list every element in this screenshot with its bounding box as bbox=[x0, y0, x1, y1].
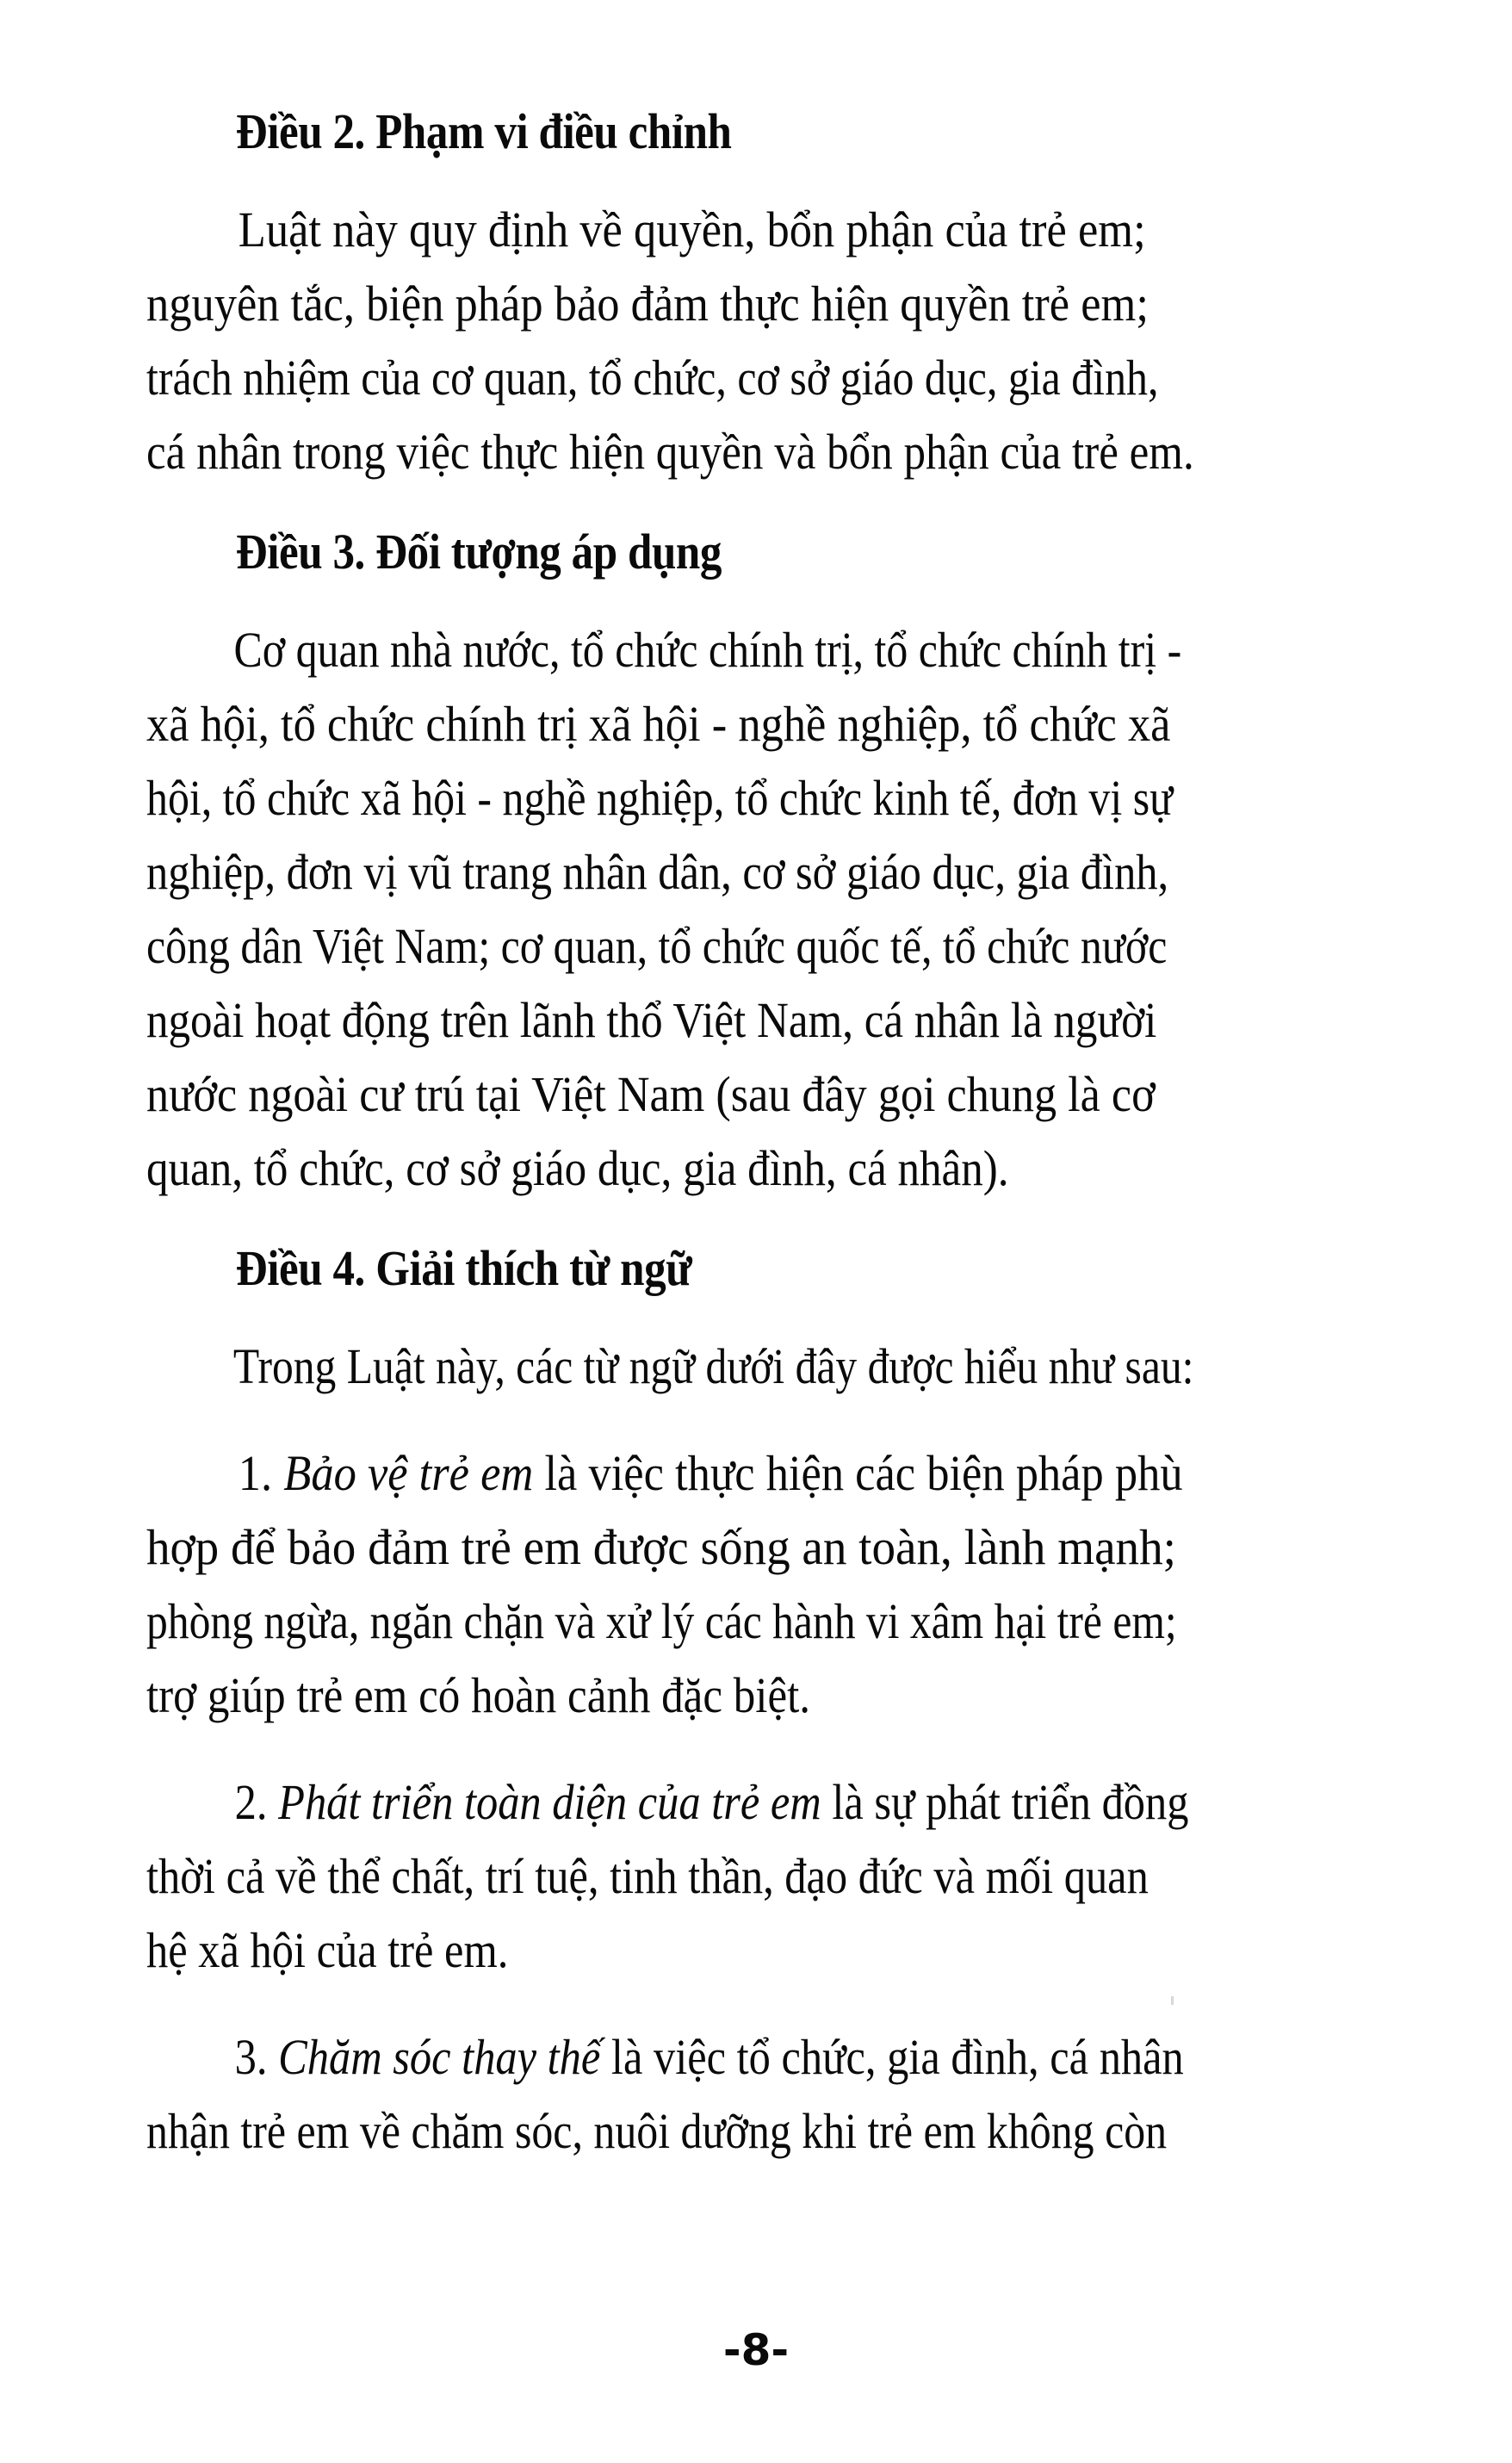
article-4-heading: Điều 4. Giải thích từ ngữ bbox=[235, 1240, 692, 1296]
definition-term: Phát triển toàn diện của trẻ em bbox=[278, 1774, 821, 1830]
text-line: cá nhân trong việc thực hiện quyền và bổn phận của trẻ em. bbox=[146, 424, 1194, 480]
text-line: thời cả về thể chất, trí tuệ, tinh thần, đạo đức và mối quan bbox=[146, 1848, 1149, 1904]
definition-number: 1. bbox=[238, 1445, 273, 1501]
definition-3 bbox=[146, 2020, 1464, 2168]
definition-number: 3. bbox=[234, 2029, 268, 2085]
text-line bbox=[146, 2020, 1292, 2094]
text-line: xã hội, tổ chức chính trị xã hội - nghề nghiệp, tổ chức xã bbox=[146, 696, 1171, 752]
document-page bbox=[146, 102, 1464, 2201]
text-line: phòng ngừa, ngăn chặn và xử lý các hành vi xâm hại trẻ em; bbox=[146, 1593, 1177, 1649]
article-2-paragraph bbox=[146, 193, 1464, 489]
definition-term: Bảo vệ trẻ em bbox=[283, 1445, 534, 1501]
text-line: nguyên tắc, biện pháp bảo đảm thực hiện quyền trẻ em; bbox=[146, 276, 1149, 332]
text-line: nhận trẻ em về chăm sóc, nuôi dưỡng khi trẻ em không còn bbox=[146, 2103, 1168, 2159]
article-4-intro bbox=[146, 1330, 1464, 1404]
article-3-paragraph bbox=[146, 613, 1464, 1206]
text-line: Trong Luật này, các từ ngữ dưới đây được hiểu như sau: bbox=[232, 1338, 1194, 1394]
definition-text: là việc tổ chức, gia đình, cá nhân bbox=[610, 2029, 1184, 2085]
text-line bbox=[146, 1765, 1292, 1839]
scan-speck bbox=[1171, 1996, 1174, 2005]
definition-1 bbox=[146, 1436, 1464, 1733]
text-line: ngoài hoạt động trên lãnh thổ Việt Nam, cá nhân là người bbox=[146, 992, 1157, 1048]
text-line: hội, tổ chức xã hội - nghề nghiệp, tổ chức kinh tế, đơn vị sự bbox=[146, 770, 1174, 826]
text-line: hợp để bảo đảm trẻ em được sống an toàn, lành mạnh; bbox=[146, 1519, 1176, 1575]
text-line: quan, tổ chức, cơ sở giáo dục, gia đình, cá nhân). bbox=[146, 1140, 1009, 1196]
text-line: nghiệp, đơn vị vũ trang nhân dân, cơ sở giáo dục, gia đình, bbox=[146, 844, 1169, 900]
text-line: công dân Việt Nam; cơ quan, tổ chức quốc tế, tổ chức nước bbox=[146, 918, 1168, 974]
definition-2 bbox=[146, 1765, 1464, 1988]
definition-number: 2. bbox=[234, 1774, 268, 1830]
text-line: trợ giúp trẻ em có hoàn cảnh đặc biệt. bbox=[146, 1667, 811, 1723]
text-line: Cơ quan nhà nước, tổ chức chính trị, tổ chức chính trị - bbox=[233, 622, 1182, 678]
text-line bbox=[146, 1436, 1339, 1511]
text-line: hệ xã hội của trẻ em. bbox=[146, 1922, 509, 1978]
definition-term: Chăm sóc thay thế bbox=[278, 2029, 601, 2085]
text-line: Luật này quy định về quyền, bổn phận của trẻ em; bbox=[238, 202, 1146, 257]
definition-text: là việc thực hiện các biện pháp phù bbox=[544, 1445, 1183, 1501]
article-2-heading: Điều 2. Phạm vi điều chỉnh bbox=[235, 103, 732, 159]
text-line: nước ngoài cư trú tại Việt Nam (sau đây gọi chung là cơ bbox=[146, 1066, 1156, 1122]
page-number: -8- bbox=[722, 2325, 790, 2375]
definition-text: là sự phát triển đồng bbox=[832, 1774, 1189, 1830]
text-line: trách nhiệm của cơ quan, tổ chức, cơ sở giáo dục, gia đình, bbox=[146, 350, 1159, 406]
article-3-heading: Điều 3. Đối tượng áp dụng bbox=[235, 524, 722, 580]
